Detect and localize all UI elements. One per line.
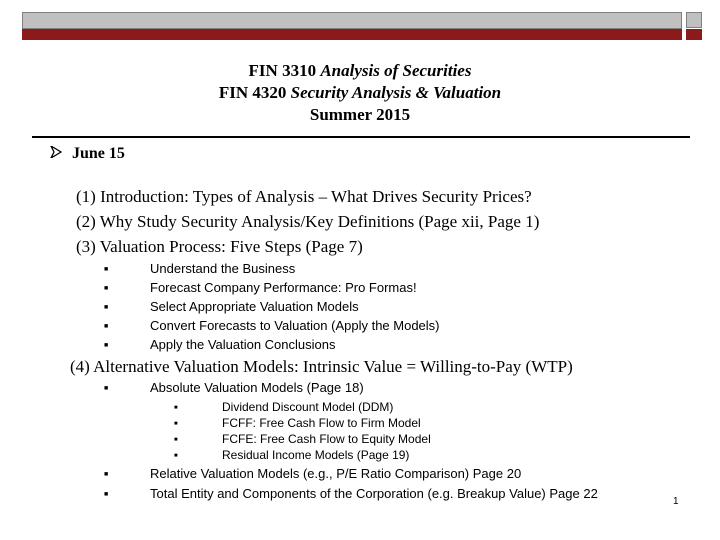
list-item: ■ Relative Valuation Models (e.g., P/E Ratio Comparison) Page 20 [104,466,522,481]
header-red-band [22,29,682,40]
list-item: ■ Apply the Valuation Conclusions [104,337,336,352]
agenda-item-2: (2) Why Study Security Analysis/Key Definitions (Page xii, Page 1) [76,212,540,231]
header-gray-band [22,12,682,29]
corner-square-red [686,29,702,40]
header-decoration-bar [22,12,682,40]
agenda-item-4: (4) Alternative Valuation Models: Intrinsic Value = Willing-to-Pay (WTP) [70,357,573,376]
title-line-2: FIN 4320 Security Analysis & Valuation [218,83,502,102]
bullet-icon: ■ [104,342,109,350]
page-number: 1 [673,496,679,507]
list-item: ■ Forecast Company Performance: Pro Formas! [104,280,417,295]
bullet-icon: ■ [104,266,109,274]
title-line-1: FIN 3310 Analysis of Securities [248,61,472,80]
corner-square-gray [686,12,702,28]
title-line-3: Summer 2015 [309,105,411,124]
slide-title [0,60,720,126]
agenda-item-1: (1) Introduction: Types of Analysis – What Drives Security Prices? [76,187,532,206]
bullet-icon: ■ [174,404,178,411]
bullet-icon: ■ [104,385,109,393]
list-item: ■ FCFF: Free Cash Flow to Firm Model [174,416,421,430]
list-item: ■ Understand the Business [104,261,296,276]
list-item: ■ Absolute Valuation Models (Page 18) [104,380,364,395]
date-bullet: June 15 [50,145,125,163]
bullet-icon: ■ [174,452,178,459]
bullet-icon: ■ [174,436,178,443]
bullet-icon: ■ [104,491,109,499]
bullet-icon: ■ [104,471,109,479]
arrow-bullet-icon [50,145,72,163]
list-item: ■ Residual Income Models (Page 19) [174,448,410,462]
bullet-icon: ■ [174,420,178,427]
title-divider [32,136,690,138]
list-item: ■ Total Entity and Components of the Corporation (e.g. Breakup Value) Page 22 [104,486,598,501]
agenda-item-3: (3) Valuation Process: Five Steps (Page 7) [76,237,363,256]
list-item: ■ FCFE: Free Cash Flow to Equity Model [174,432,431,446]
list-item: ■ Convert Forecasts to Valuation (Apply the Models) [104,318,440,333]
bullet-icon: ■ [104,304,109,312]
list-item: ■ Dividend Discount Model (DDM) [174,400,394,414]
bullet-icon: ■ [104,323,109,331]
list-item: ■ Select Appropriate Valuation Models [104,299,359,314]
bullet-icon: ■ [104,285,109,293]
